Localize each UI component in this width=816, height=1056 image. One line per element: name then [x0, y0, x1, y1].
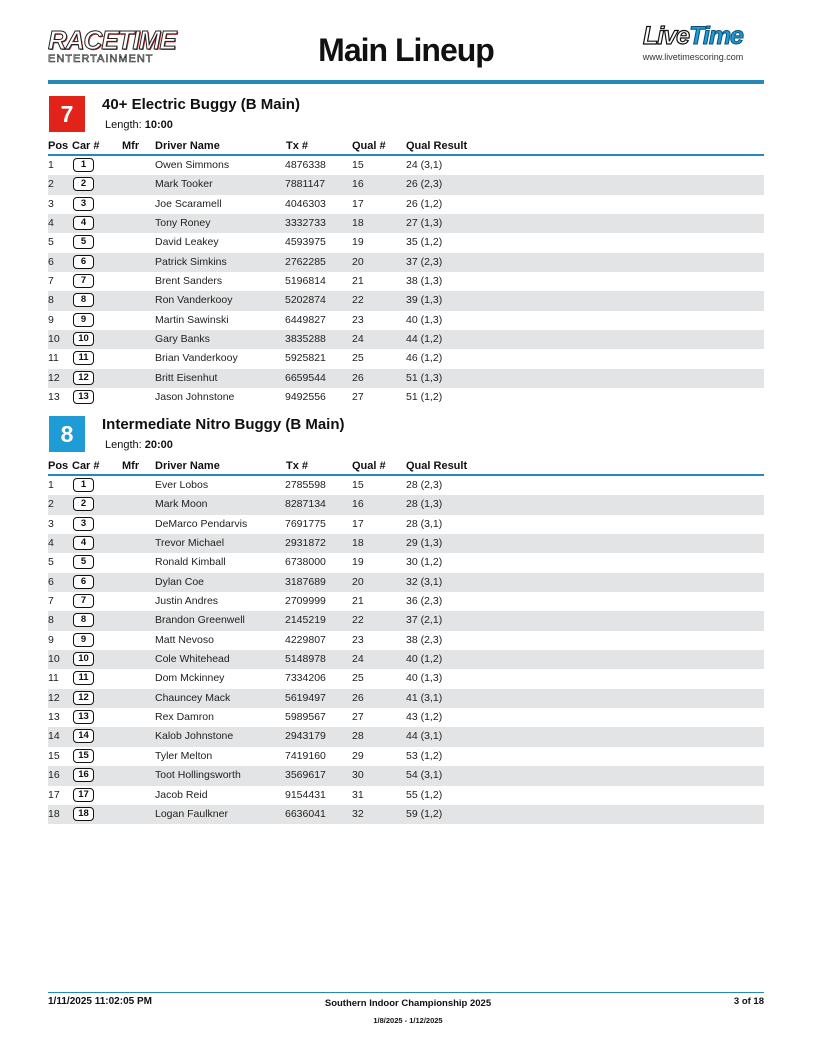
- driver-name: Jason Johnstone: [155, 391, 235, 404]
- qual-result: 59 (1,2): [406, 807, 443, 820]
- transponder-number: 8287134: [285, 498, 326, 511]
- transponder-number: 3835288: [285, 333, 326, 346]
- qual-number: 18: [352, 537, 364, 550]
- driver-name: Brent Sanders: [155, 275, 223, 288]
- race-header: [48, 416, 764, 456]
- row-pos: 8: [48, 614, 54, 627]
- qual-result: 28 (3,1): [406, 517, 443, 530]
- driver-name: Britt Eisenhut: [155, 371, 218, 384]
- col-qual-result: Qual Result: [406, 140, 468, 152]
- transponder-number: 7691775: [285, 517, 326, 530]
- col-pos: Pos: [48, 140, 69, 152]
- qual-number: 16: [352, 498, 364, 511]
- transponder-number: 6738000: [285, 556, 326, 569]
- lineup-table: [48, 459, 764, 824]
- race-name: 40+ Electric Buggy (B Main): [102, 96, 300, 113]
- qual-result: 54 (3,1): [406, 769, 443, 782]
- race-length-value: 20:00: [144, 439, 173, 451]
- table-row: [48, 388, 764, 407]
- qual-result: 29 (1,3): [406, 537, 443, 550]
- row-pos: 12: [48, 691, 60, 704]
- qual-number: 25: [352, 672, 364, 685]
- row-pos: 9: [48, 313, 54, 326]
- transponder-number: 3187689: [285, 575, 326, 588]
- car-number-badge: 8: [73, 613, 94, 627]
- driver-name: Tony Roney: [155, 217, 211, 230]
- qual-result: 44 (3,1): [406, 730, 443, 743]
- transponder-number: 9492556: [285, 391, 326, 404]
- table-header: [48, 459, 764, 476]
- qual-result: 40 (1,2): [406, 653, 443, 666]
- event-dates: 1/8/2025 - 1/12/2025: [373, 1016, 443, 1025]
- driver-name: Chauncey Mack: [155, 691, 231, 704]
- row-pos: 14: [48, 730, 60, 743]
- qual-number: 20: [352, 255, 364, 268]
- qual-number: 24: [352, 653, 364, 666]
- driver-name: Gary Banks: [155, 333, 210, 346]
- qual-result: 30 (1,2): [406, 556, 443, 569]
- racetime-logo-text: RACETIME: [48, 25, 176, 55]
- col-tx: Tx #: [286, 460, 309, 472]
- table-row: [48, 689, 764, 708]
- table-row: [48, 573, 764, 592]
- row-pos: 18: [48, 807, 60, 820]
- row-pos: 13: [48, 391, 60, 404]
- car-number-badge: 7: [73, 274, 94, 288]
- qual-number: 28: [352, 730, 364, 743]
- row-pos: 5: [48, 556, 54, 569]
- race-name: Intermediate Nitro Buggy (B Main): [102, 416, 345, 433]
- row-pos: 3: [48, 517, 54, 530]
- row-pos: 13: [48, 711, 60, 724]
- qual-number: 17: [352, 517, 364, 530]
- transponder-number: 6659544: [285, 371, 326, 384]
- transponder-number: 5989567: [285, 711, 326, 724]
- col-driver: Driver Name: [155, 140, 220, 152]
- qual-result: 26 (2,3): [406, 178, 443, 191]
- car-number-badge: 10: [73, 652, 94, 666]
- transponder-number: 2943179: [285, 730, 326, 743]
- driver-name: Mark Tooker: [155, 178, 213, 191]
- lineup-table: [48, 139, 764, 407]
- transponder-number: 4876338: [285, 159, 326, 171]
- qual-result: 41 (3,1): [406, 691, 443, 704]
- table-row: [48, 233, 764, 252]
- race-header: [48, 96, 764, 136]
- transponder-number: 9154431: [285, 788, 326, 801]
- driver-name: Ever Lobos: [155, 479, 209, 491]
- printed-timestamp: 1/11/2025 11:02:05 PM: [48, 996, 152, 1007]
- transponder-number: 3332733: [285, 217, 326, 230]
- driver-name: Owen Simmons: [155, 159, 230, 171]
- table-row: [48, 175, 764, 194]
- header-divider: [48, 80, 764, 84]
- table-body: [48, 476, 764, 824]
- driver-name: Toot Hollingsworth: [155, 769, 241, 782]
- table-row: [48, 708, 764, 727]
- row-pos: 15: [48, 749, 60, 762]
- car-number-badge: 6: [73, 575, 94, 589]
- row-pos: 6: [48, 255, 54, 268]
- row-pos: 16: [48, 769, 60, 782]
- table-row: [48, 766, 764, 785]
- row-pos: 11: [48, 672, 59, 685]
- col-qual: Qual #: [352, 460, 386, 472]
- table-row: [48, 805, 764, 824]
- table-row: [48, 495, 764, 514]
- qual-number: 19: [352, 236, 364, 249]
- table-row: [48, 272, 764, 291]
- race-length: [105, 119, 173, 131]
- driver-name: Jacob Reid: [155, 788, 208, 801]
- car-number-badge: 12: [73, 371, 94, 385]
- qual-result: 28 (2,3): [406, 479, 443, 491]
- car-number-badge: 5: [73, 555, 94, 569]
- qual-number: 25: [352, 352, 364, 365]
- driver-name: Joe Scaramell: [155, 197, 222, 210]
- table-row: [48, 349, 764, 368]
- car-number-badge: 11: [73, 351, 94, 365]
- table-row: [48, 727, 764, 746]
- qual-number: 21: [352, 275, 364, 288]
- col-mfr: Mfr: [122, 460, 140, 472]
- driver-name: Ronald Kimball: [155, 556, 226, 569]
- driver-name: Brandon Greenwell: [155, 614, 245, 627]
- car-number-badge: 16: [73, 768, 94, 782]
- table-row: [48, 476, 764, 495]
- table-body: [48, 156, 764, 407]
- car-number-badge: 13: [73, 710, 94, 724]
- transponder-number: 5619497: [285, 691, 326, 704]
- row-pos: 17: [48, 788, 60, 801]
- car-number-badge: 3: [73, 197, 94, 211]
- driver-name: Kalob Johnstone: [155, 730, 234, 743]
- col-car: Car #: [72, 460, 100, 472]
- car-number-badge: 13: [73, 390, 94, 404]
- car-number-badge: 18: [73, 807, 94, 821]
- car-number-badge: 7: [73, 594, 94, 608]
- row-pos: 11: [48, 352, 59, 365]
- qual-result: 38 (2,3): [406, 633, 443, 646]
- qual-number: 24: [352, 333, 364, 346]
- transponder-number: 7334206: [285, 672, 326, 685]
- driver-name: Justin Andres: [155, 595, 219, 608]
- qual-number: 17: [352, 197, 364, 210]
- driver-name: Logan Faulkner: [155, 807, 228, 820]
- driver-name: Dylan Coe: [155, 575, 205, 588]
- table-row: [48, 747, 764, 766]
- col-tx: Tx #: [286, 140, 309, 152]
- transponder-number: 3569617: [285, 769, 326, 782]
- car-number-badge: 4: [73, 536, 94, 550]
- event-name: Southern Indoor Championship 2025: [324, 998, 492, 1009]
- table-row: [48, 534, 764, 553]
- col-mfr: Mfr: [122, 140, 140, 152]
- col-qual-result: Qual Result: [406, 460, 468, 472]
- transponder-number: 2145219: [285, 614, 326, 627]
- qual-result: 51 (1,2): [406, 391, 443, 404]
- car-number-badge: 1: [73, 158, 94, 172]
- transponder-number: 7419160: [285, 749, 326, 762]
- race-length-label: Length:: [105, 119, 142, 131]
- table-row: [48, 195, 764, 214]
- driver-name: Trevor Michael: [155, 537, 225, 550]
- qual-result: 27 (1,3): [406, 217, 443, 230]
- row-pos: 1: [48, 159, 54, 171]
- qual-result: 36 (2,3): [406, 595, 443, 608]
- driver-name: Patrick Simkins: [155, 255, 227, 268]
- qual-number: 23: [352, 633, 364, 646]
- driver-name: Mark Moon: [155, 498, 208, 511]
- transponder-number: 5202874: [285, 294, 326, 307]
- col-pos: Pos: [48, 460, 69, 472]
- qual-number: 18: [352, 217, 364, 230]
- qual-number: 26: [352, 691, 364, 704]
- livetime-logo-live: Live: [643, 22, 690, 50]
- qual-result: 32 (3,1): [406, 575, 443, 588]
- table-row: [48, 553, 764, 572]
- table-row: [48, 611, 764, 630]
- qual-number: 23: [352, 313, 364, 326]
- row-pos: 7: [48, 595, 54, 608]
- qual-number: 27: [352, 711, 364, 724]
- table-row: [48, 650, 764, 669]
- car-number-badge: 1: [73, 478, 94, 492]
- qual-result: 55 (1,2): [406, 788, 443, 801]
- race-length: [105, 439, 173, 451]
- col-driver: Driver Name: [155, 460, 220, 472]
- table-row: [48, 515, 764, 534]
- transponder-number: 2785598: [285, 479, 326, 491]
- qual-result: 40 (1,3): [406, 313, 443, 326]
- livetime-logo-time: Time: [689, 22, 743, 50]
- row-pos: 4: [48, 217, 54, 230]
- transponder-number: 4229807: [285, 633, 326, 646]
- driver-name: Dom Mckinney: [155, 672, 225, 685]
- qual-number: 21: [352, 595, 364, 608]
- driver-name: Matt Nevoso: [155, 633, 214, 646]
- race-length-value: 10:00: [144, 119, 173, 131]
- col-qual: Qual #: [352, 140, 386, 152]
- car-number-badge: 2: [73, 177, 94, 191]
- row-pos: 6: [48, 575, 54, 588]
- table-row: [48, 631, 764, 650]
- qual-number: 20: [352, 575, 364, 588]
- livetime-logo: [622, 23, 764, 62]
- car-number-badge: 4: [73, 216, 94, 230]
- car-number-badge: 15: [73, 749, 94, 763]
- table-row: [48, 369, 764, 388]
- table-row: [48, 253, 764, 272]
- qual-number: 15: [352, 159, 364, 171]
- qual-result: 40 (1,3): [406, 672, 443, 685]
- transponder-number: 2709999: [285, 595, 326, 608]
- qual-result: 51 (1,3): [406, 371, 443, 384]
- driver-name: Cole Whitehead: [155, 653, 230, 666]
- qual-number: 22: [352, 294, 364, 307]
- table-row: [48, 291, 764, 310]
- row-pos: 12: [48, 371, 60, 384]
- row-pos: 2: [48, 178, 54, 191]
- qual-number: 22: [352, 614, 364, 627]
- qual-result: 35 (1,2): [406, 236, 443, 249]
- transponder-number: 6449827: [285, 313, 326, 326]
- row-pos: 1: [48, 479, 54, 491]
- table-row: [48, 156, 764, 175]
- col-car: Car #: [72, 140, 100, 152]
- qual-number: 26: [352, 371, 364, 384]
- car-number-badge: 5: [73, 235, 94, 249]
- qual-number: 16: [352, 178, 364, 191]
- qual-result: 38 (1,3): [406, 275, 443, 288]
- table-row: [48, 669, 764, 688]
- car-number-badge: 3: [73, 517, 94, 531]
- page-title: Main Lineup: [318, 32, 494, 68]
- row-pos: 7: [48, 275, 54, 288]
- row-pos: 4: [48, 537, 54, 550]
- car-number-badge: 6: [73, 255, 94, 269]
- transponder-number: 5196814: [285, 275, 326, 288]
- driver-name: DeMarco Pendarvis: [155, 517, 248, 530]
- row-pos: 5: [48, 236, 54, 249]
- transponder-number: 4046303: [285, 197, 326, 210]
- qual-result: 46 (1,2): [406, 352, 443, 365]
- car-number-badge: 9: [73, 633, 94, 647]
- qual-number: 32: [352, 807, 364, 820]
- livetime-url: www.livetimescoring.com: [642, 52, 744, 62]
- racetime-logo-subtext: ENTERTAINMENT: [48, 53, 154, 65]
- driver-name: Rex Damron: [155, 711, 214, 724]
- transponder-number: 5925821: [285, 352, 326, 365]
- transponder-number: 6636041: [285, 807, 326, 820]
- qual-result: 37 (2,1): [406, 614, 443, 627]
- row-pos: 10: [48, 653, 60, 666]
- qual-result: 37 (2,3): [406, 255, 443, 268]
- driver-name: Tyler Melton: [155, 749, 213, 762]
- transponder-number: 2931872: [285, 537, 326, 550]
- driver-name: Brian Vanderkooy: [155, 352, 238, 365]
- row-pos: 3: [48, 197, 54, 210]
- row-pos: 8: [48, 294, 54, 307]
- qual-result: 44 (1,2): [406, 333, 443, 346]
- qual-number: 27: [352, 391, 364, 404]
- car-number-badge: 8: [73, 293, 94, 307]
- qual-number: 19: [352, 556, 364, 569]
- page-number: 3 of 18: [733, 996, 764, 1007]
- transponder-number: 4593975: [285, 236, 326, 249]
- transponder-number: 2762285: [285, 255, 326, 268]
- qual-number: 30: [352, 769, 364, 782]
- car-number-badge: 12: [73, 691, 94, 705]
- row-pos: 9: [48, 633, 54, 646]
- car-number-badge: 2: [73, 497, 94, 511]
- qual-number: 15: [352, 479, 364, 491]
- transponder-number: 5148978: [285, 653, 326, 666]
- row-pos: 2: [48, 498, 54, 511]
- driver-name: Ron Vanderkooy: [155, 294, 233, 307]
- qual-result: 26 (1,2): [406, 197, 443, 210]
- footer-divider: [48, 992, 764, 993]
- table-row: [48, 786, 764, 805]
- qual-result: 53 (1,2): [406, 749, 443, 762]
- driver-name: Martin Sawinski: [155, 313, 229, 326]
- car-number-badge: 9: [73, 313, 94, 327]
- qual-number: 29: [352, 749, 364, 762]
- car-number-badge: 10: [73, 332, 94, 346]
- race-number-badge: 7: [49, 96, 85, 132]
- table-row: [48, 330, 764, 349]
- car-number-badge: 14: [73, 729, 94, 743]
- table-row: [48, 592, 764, 611]
- row-pos: 10: [48, 333, 60, 346]
- qual-number: 31: [352, 788, 364, 801]
- race-number-badge: 8: [49, 416, 85, 452]
- page-header: [48, 20, 764, 86]
- qual-result: 39 (1,3): [406, 294, 443, 307]
- qual-result: 24 (3,1): [406, 159, 443, 171]
- driver-name: David Leakey: [155, 236, 219, 249]
- car-number-badge: 11: [73, 671, 94, 685]
- table-row: [48, 214, 764, 233]
- race-length-label: Length:: [105, 439, 142, 451]
- qual-result: 28 (1,3): [406, 498, 443, 511]
- table-header: [48, 139, 764, 156]
- table-row: [48, 311, 764, 330]
- car-number-badge: 17: [73, 788, 94, 802]
- transponder-number: 7881147: [285, 178, 326, 191]
- qual-result: 43 (1,2): [406, 711, 443, 724]
